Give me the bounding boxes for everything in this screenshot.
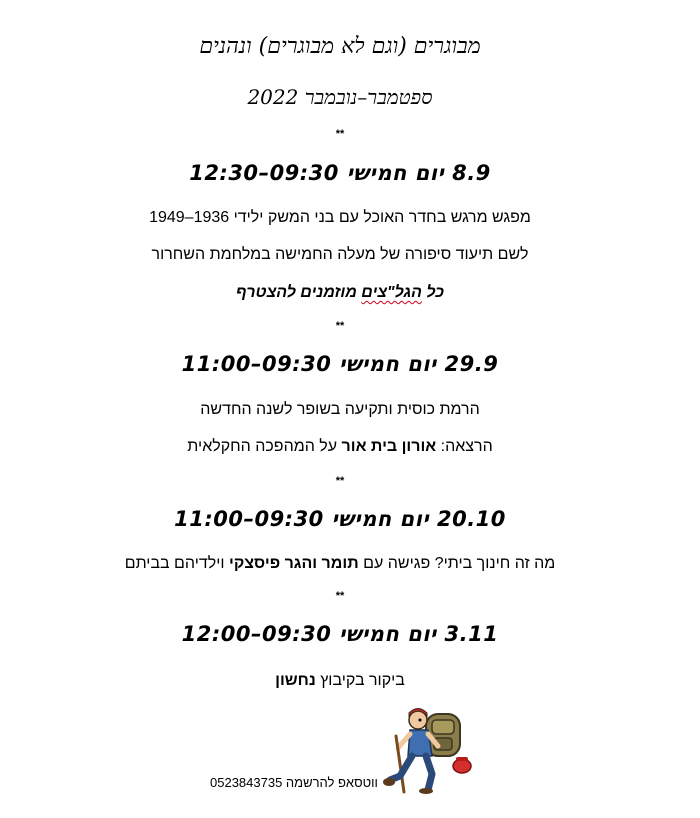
event-heading: 8.9 יום חמישי 09:30–12:30 (189, 161, 491, 185)
host-names: תומר והגר פיסצקי (228, 555, 359, 572)
event-line-prefix: ביקור בקיבוץ (315, 672, 405, 689)
event-heading: 29.9 יום חמישי 09:30–11:00 (181, 352, 499, 376)
event-line: הרמת כוסית ותקיעה בשופר לשנה החדשה (200, 401, 480, 418)
lecture-prefix: הרצאה: (436, 438, 493, 455)
event-invitation-prefix: כל (421, 284, 445, 301)
separator: ** (335, 475, 345, 487)
event-line: לשם תיעוד סיפורה של מעלה החמישה במלחמת השחרור (151, 246, 529, 263)
page-title: מבוגרים (וגם לא מבוגרים) ונהנים (199, 34, 481, 59)
event-line-prefix: מה זה חינוך ביתי? פגישה עם (358, 555, 556, 572)
lecturer-name: אורון בית אור (341, 438, 437, 455)
separator: ** (335, 128, 345, 140)
page-subtitle: ספטמבר–נובמבר 2022 (247, 85, 433, 109)
event-invitation (0, 284, 680, 302)
kibbutz-name: נחשון (275, 672, 316, 689)
event-lecture-line (0, 438, 680, 456)
event-heading: 3.11 יום חמישי 09:30–12:00 (181, 622, 499, 646)
event-invitation-suffix: מוזמנים להצטרף (235, 284, 362, 301)
event-heading: 20.10 יום חמישי 09:30–11:00 (174, 507, 506, 531)
event-line: מפגש מרגש בחדר האוכל עם בני המשק ילידי 1936–1949 (149, 209, 531, 226)
spellcheck-word: הגל"צים (361, 284, 422, 301)
separator: ** (335, 320, 345, 332)
lecture-suffix: על המהפכה החקלאית (187, 438, 342, 455)
event-line (0, 555, 680, 573)
event-line (0, 672, 680, 690)
event-line-suffix: וילדיהם בביתם (124, 555, 229, 572)
registration-contact: ווטסאפ להרשמה 0523843735 (210, 775, 378, 790)
separator: ** (335, 590, 345, 602)
